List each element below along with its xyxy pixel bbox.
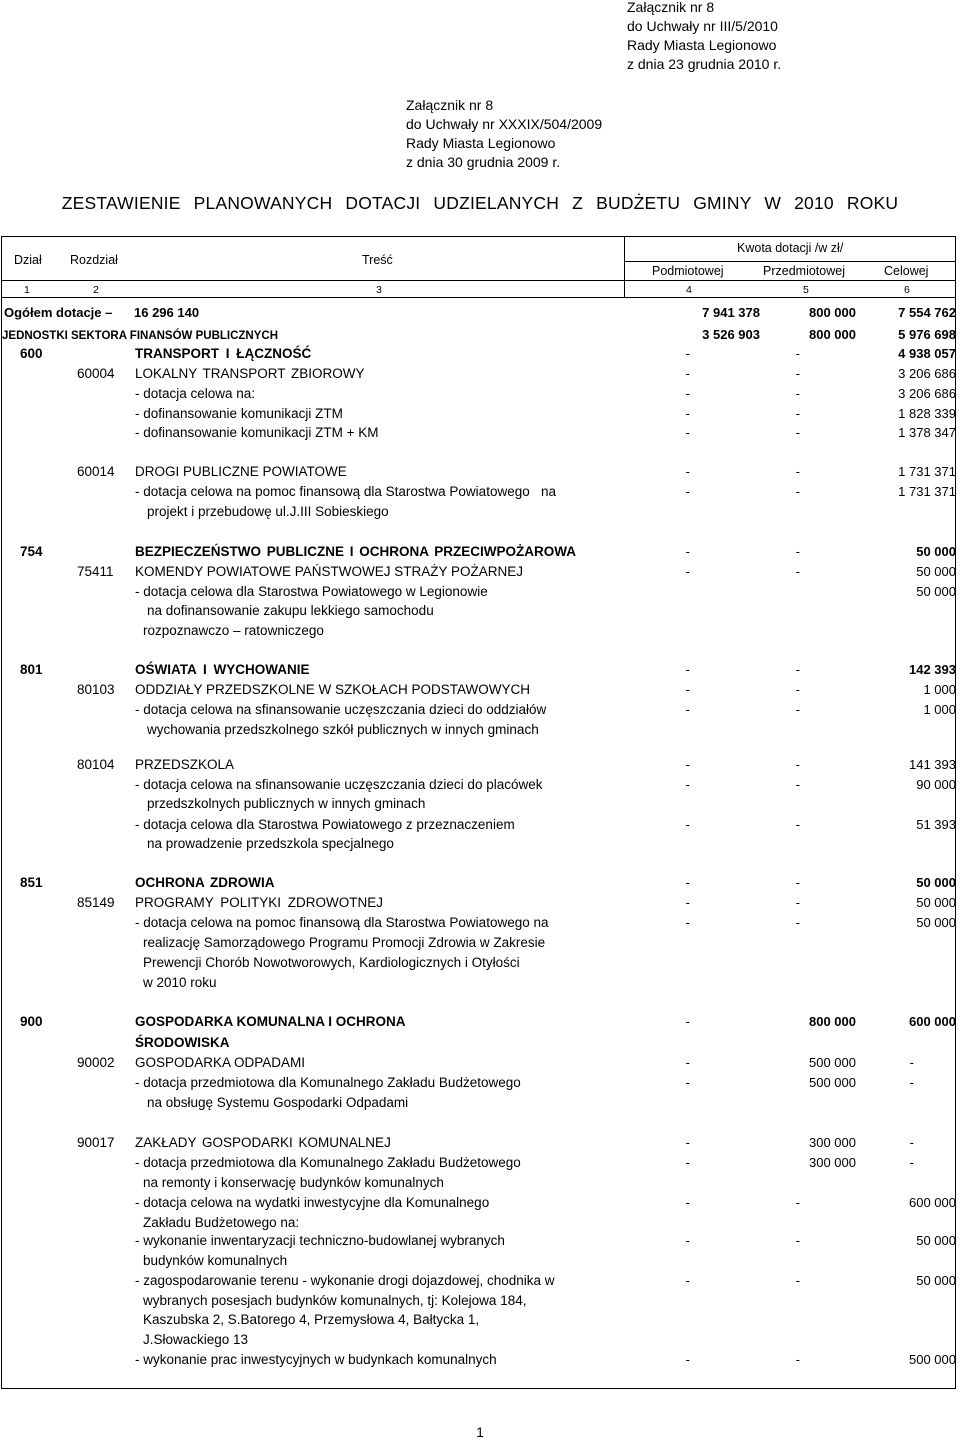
header-line: do Uchwały nr III/5/2010 [627,18,778,34]
item-text: projekt i przebudowę ul.J.III Sobieskiego [147,504,389,519]
value-celowej: 142 393 [909,662,956,677]
item-text: - dofinansowanie komunikacji ZTM + KM [135,425,379,440]
value-podmiotowej: - [685,464,690,479]
value-podmiotowej: - [685,817,690,832]
item-text: - dotacja przedmiotowa dla Komunalnego Zakładu Budżetowego [135,1155,521,1170]
dzial-code: 754 [20,544,43,559]
value-podmiotowej: - [685,1135,690,1150]
value-przedmiotowej: - [795,406,800,421]
value-podmiotowej: - [685,682,690,697]
value-podmiotowej: - [685,915,690,930]
value-celowej: 51 393 [916,817,956,832]
attachment-header-2010 [627,0,781,74]
item-text: rozpoznawczo – ratowniczego [143,623,324,638]
value-celowej: 50 000 [916,915,956,930]
item-text: wychowania przedszkolnego szkół publicznych w innych gminach [147,722,539,737]
value-celowej: 1 000 [923,702,956,717]
value-podmiotowej: - [685,406,690,421]
value-przedmiotowej: - [795,1233,800,1248]
value-podmiotowej: - [685,425,690,440]
value-przedmiotowej: - [795,366,800,381]
value-podmiotowej: - [685,1075,690,1090]
item-text: - dotacja przedmiotowa dla Komunalnego Zakładu Budżetowego [135,1075,521,1090]
value-przedmiotowej: 500 000 [809,1055,856,1070]
rule [1,297,956,298]
item-text: - wykonanie inwentaryzacji techniczno-budowlanej wybranych [135,1233,505,1248]
value-celowej: 141 393 [909,757,956,772]
value-podmiotowej: - [685,1233,690,1248]
value-celowej: 600 000 [909,1195,956,1210]
col-header-celowej: Celowej [884,264,929,278]
value-podmiotowej: - [685,1055,690,1070]
item-text: Prewencji Chorób Nowotworowych, Kardiologicznych i Otyłości [143,955,520,970]
totals-podmiotowej: 7 941 378 [702,305,760,320]
value-podmiotowej: - [685,1273,690,1288]
item-text: Zakładu Budżetowego na: [143,1215,300,1230]
value-celowej: 3 206 686 [898,366,956,381]
dzial-title: GOSPODARKA KOMUNALNA I OCHRONA [135,1014,406,1029]
value-celowej: - [909,1075,914,1090]
value-celowej: - [909,1055,914,1070]
value-przedmiotowej: - [795,875,800,890]
value-podmiotowej: - [685,1014,690,1029]
item-text: na remonty i konserwację budynków komunalnych [143,1175,444,1190]
dzial-code: 851 [20,875,43,890]
value-podmiotowej: - [685,777,690,792]
value-przedmiotowej: - [795,346,800,361]
col-header-rozdzial: Rozdział [70,253,118,267]
value-przedmiotowej: - [795,1273,800,1288]
value-przedmiotowej: 300 000 [809,1135,856,1150]
value-przedmiotowej: - [795,544,800,559]
value-podmiotowej: - [685,662,690,677]
rozdzial-code: 90002 [77,1055,115,1070]
value-celowej: 4 938 057 [898,346,956,361]
value-podmiotowej: - [685,346,690,361]
item-text: - dotacja celowa na sfinansowanie uczęszczania dzieci do oddziałów [135,702,547,717]
value-celowej: 1 000 [923,682,956,697]
header-line: Rady Miasta Legionowo [406,135,556,151]
value-podmiotowej: - [685,1195,690,1210]
value-celowej: - [909,1135,914,1150]
value-celowej: 50 000 [916,1233,956,1248]
rozdzial-title: DROGI PUBLICZNE POWIATOWE [135,464,347,479]
rozdzial-title: PROGRAMY POLITYKI ZDROWOTNEJ [135,895,384,910]
value-celowej: 50 000 [916,875,956,890]
dzial-code: 801 [20,662,43,677]
item-text: - wykonanie prac inwestycyjnych w budynkach komunalnych [135,1352,497,1367]
value-przedmiotowej: - [795,757,800,772]
value-celowej: - [909,1155,914,1170]
value-podmiotowej: - [685,484,690,499]
dzial-title: ŚRODOWISKA [135,1035,230,1050]
item-text: - dotacja celowa na pomoc finansową dla Starostwa Powiatowego na [135,915,549,930]
document-title: ZESTAWIENIE PLANOWANYCH DOTACJI UDZIELANYCH Z BUDŻETU GMINY W 2010 ROKU [61,193,899,213]
value-przedmiotowej: - [795,702,800,717]
value-przedmiotowej: 800 000 [809,1014,856,1029]
rozdzial-code: 80103 [77,682,115,697]
value-podmiotowej: - [685,1155,690,1170]
jsfp-celowej: 5 976 698 [898,327,956,342]
rozdzial-title: PRZEDSZKOLA [135,757,235,772]
item-text: Kaszubska 2, S.Batorego 4, Przemysłowa 4, Bałtycka 1, [143,1312,480,1327]
col-number: 6 [904,284,910,296]
item-text: w 2010 roku [143,975,217,990]
value-przedmiotowej: - [795,777,800,792]
header-line: Rady Miasta Legionowo [627,37,777,53]
jsfp-przedmiotowej: 800 000 [809,327,856,342]
page-number: 1 [476,1424,484,1440]
item-text: - dotacja celowa na sfinansowanie uczęszczania dzieci do placówek [135,777,543,792]
rozdzial-code: 60014 [77,464,115,479]
item-text: - dotacja celowa dla Starostwa Powiatowego z przeznaczeniem [135,817,515,832]
value-podmiotowej: - [685,386,690,401]
item-text: na prowadzenie przedszkola specjalnego [147,836,394,851]
value-przedmiotowej: - [795,895,800,910]
value-celowej: 50 000 [916,584,956,599]
item-text: na obsługę Systemu Gospodarki Odpadami [147,1095,409,1110]
value-przedmiotowej: - [795,564,800,579]
value-przedmiotowej: - [795,425,800,440]
rozdzial-code: 85149 [77,895,115,910]
header-line: do Uchwały nr XXXIX/504/2009 [406,116,603,132]
col-header-przedmiotowej: Przedmiotowej [763,264,845,278]
value-podmiotowej: - [685,544,690,559]
value-celowej: 600 000 [909,1014,956,1029]
totals-celowej: 7 554 762 [898,305,956,320]
value-przedmiotowej: - [795,817,800,832]
rozdzial-code: 60004 [77,366,115,381]
value-przedmiotowej: - [795,662,800,677]
dzial-title: BEZPIECZEŃSTWO PUBLICZNE I OCHRONA PRZECIWPOŻAROWA [135,544,576,559]
item-text: realizację Samorządowego Programu Promocji Zdrowia w Zakresie [143,935,546,950]
item-text: budynków komunalnych [143,1253,288,1268]
col-number: 3 [376,284,382,296]
rozdzial-code: 75411 [77,564,114,579]
header-line: Załącznik nr 8 [406,97,494,113]
value-przedmiotowej: - [795,1352,800,1367]
col-number: 2 [93,284,99,296]
col-header-dzial: Dział [14,253,42,267]
item-text: wybranych posesjach budynków komunalnych, tj: Kolejowa 184, [143,1293,527,1308]
dzial-title: OCHRONA ZDROWIA [135,875,275,890]
value-przedmiotowej: - [795,1195,800,1210]
rule [624,261,956,262]
value-podmiotowej: - [685,564,690,579]
value-podmiotowej: - [685,1352,690,1367]
rule [1,280,956,281]
rozdzial-title: LOKALNY TRANSPORT ZBIOROWY [135,366,365,381]
item-text: - dotacja celowa na wydatki inwestycyjne dla Komunalnego [135,1195,490,1210]
value-przedmiotowej: - [795,484,800,499]
dzial-code: 600 [20,346,43,361]
col-number: 4 [686,284,692,296]
dzial-title: TRANSPORT I ŁĄCZNOŚĆ [135,346,312,361]
dzial-code: 900 [20,1014,43,1029]
value-podmiotowej: - [685,366,690,381]
jsfp-podmiotowej: 3 526 903 [702,327,760,342]
item-text: J.Słowackiego 13 [143,1332,249,1347]
attachment-header-2009 [406,96,602,172]
value-celowej: 500 000 [909,1352,956,1367]
rozdzial-code: 90017 [77,1135,115,1150]
header-line: z dnia 23 grudnia 2010 r. [627,56,782,72]
dzial-title: OŚWIATA I WYCHOWANIE [135,662,310,677]
value-przedmiotowej: 500 000 [809,1075,856,1090]
value-celowej: 50 000 [916,544,956,559]
value-celowej: 50 000 [916,895,956,910]
value-celowej: 1 378 347 [898,425,956,440]
rozdzial-code: 80104 [77,757,115,772]
value-przedmiotowej: - [795,682,800,697]
value-celowej: 90 000 [916,777,956,792]
rozdzial-title: KOMENDY POWIATOWE PAŃSTWOWEJ STRAŻY POŻARNEJ [135,564,524,579]
col-number: 5 [803,284,809,296]
value-celowej: 1 731 371 [898,484,956,499]
col-header-tresc: Treść [362,253,393,267]
item-text: - dotacja celowa dla Starostwa Powiatowego w Legionowie [135,584,488,599]
value-celowej: 3 206 686 [898,386,956,401]
item-text: na dofinansowanie zakupu lekkiego samochodu [147,603,434,618]
totals-przedmiotowej: 800 000 [809,305,856,320]
item-text: - dofinansowanie komunikacji ZTM [135,406,343,421]
jsfp-label: JEDNOSTKI SEKTORA FINANSÓW PUBLICZNYCH [2,330,279,342]
header-line: z dnia 30 grudnia 2009 r. [406,154,561,170]
rozdzial-title: ODDZIAŁY PRZEDSZKOLNE W SZKOŁACH PODSTAWOWYCH [135,682,531,697]
value-podmiotowej: - [685,702,690,717]
value-przedmiotowej: 300 000 [809,1155,856,1170]
col-header-kwota: Kwota dotacji /w zł/ [737,241,844,255]
totals-amount: 16 296 140 [134,305,200,320]
value-podmiotowej: - [685,875,690,890]
rozdzial-title: ZAKŁADY GOSPODARKI KOMUNALNEJ [135,1135,391,1150]
value-podmiotowej: - [685,895,690,910]
value-podmiotowej: - [685,757,690,772]
item-text: - dotacja celowa na: [135,386,256,401]
value-przedmiotowej: - [795,915,800,930]
rozdzial-title: GOSPODARKA ODPADAMI [135,1055,306,1070]
item-text: - zagospodarowanie terenu - wykonanie drogi dojazdowej, chodnika w [135,1273,555,1288]
header-line: Załącznik nr 8 [627,0,715,15]
value-celowej: 50 000 [916,1273,956,1288]
value-przedmiotowej: - [795,386,800,401]
value-przedmiotowej: - [795,464,800,479]
value-celowej: 1 828 339 [898,406,956,421]
col-header-podmiotowej: Podmiotowej [652,264,724,278]
value-celowej: 50 000 [916,564,956,579]
item-text: - dotacja celowa na pomoc finansową dla Starostwa Powiatowego na [135,484,556,499]
totals-label: Ogółem dotacje – [4,305,113,320]
rule [624,236,625,297]
item-text: przedszkolnych publicznych w innych gminach [147,796,426,811]
value-celowej: 1 731 371 [898,464,956,479]
col-number: 1 [24,284,30,296]
